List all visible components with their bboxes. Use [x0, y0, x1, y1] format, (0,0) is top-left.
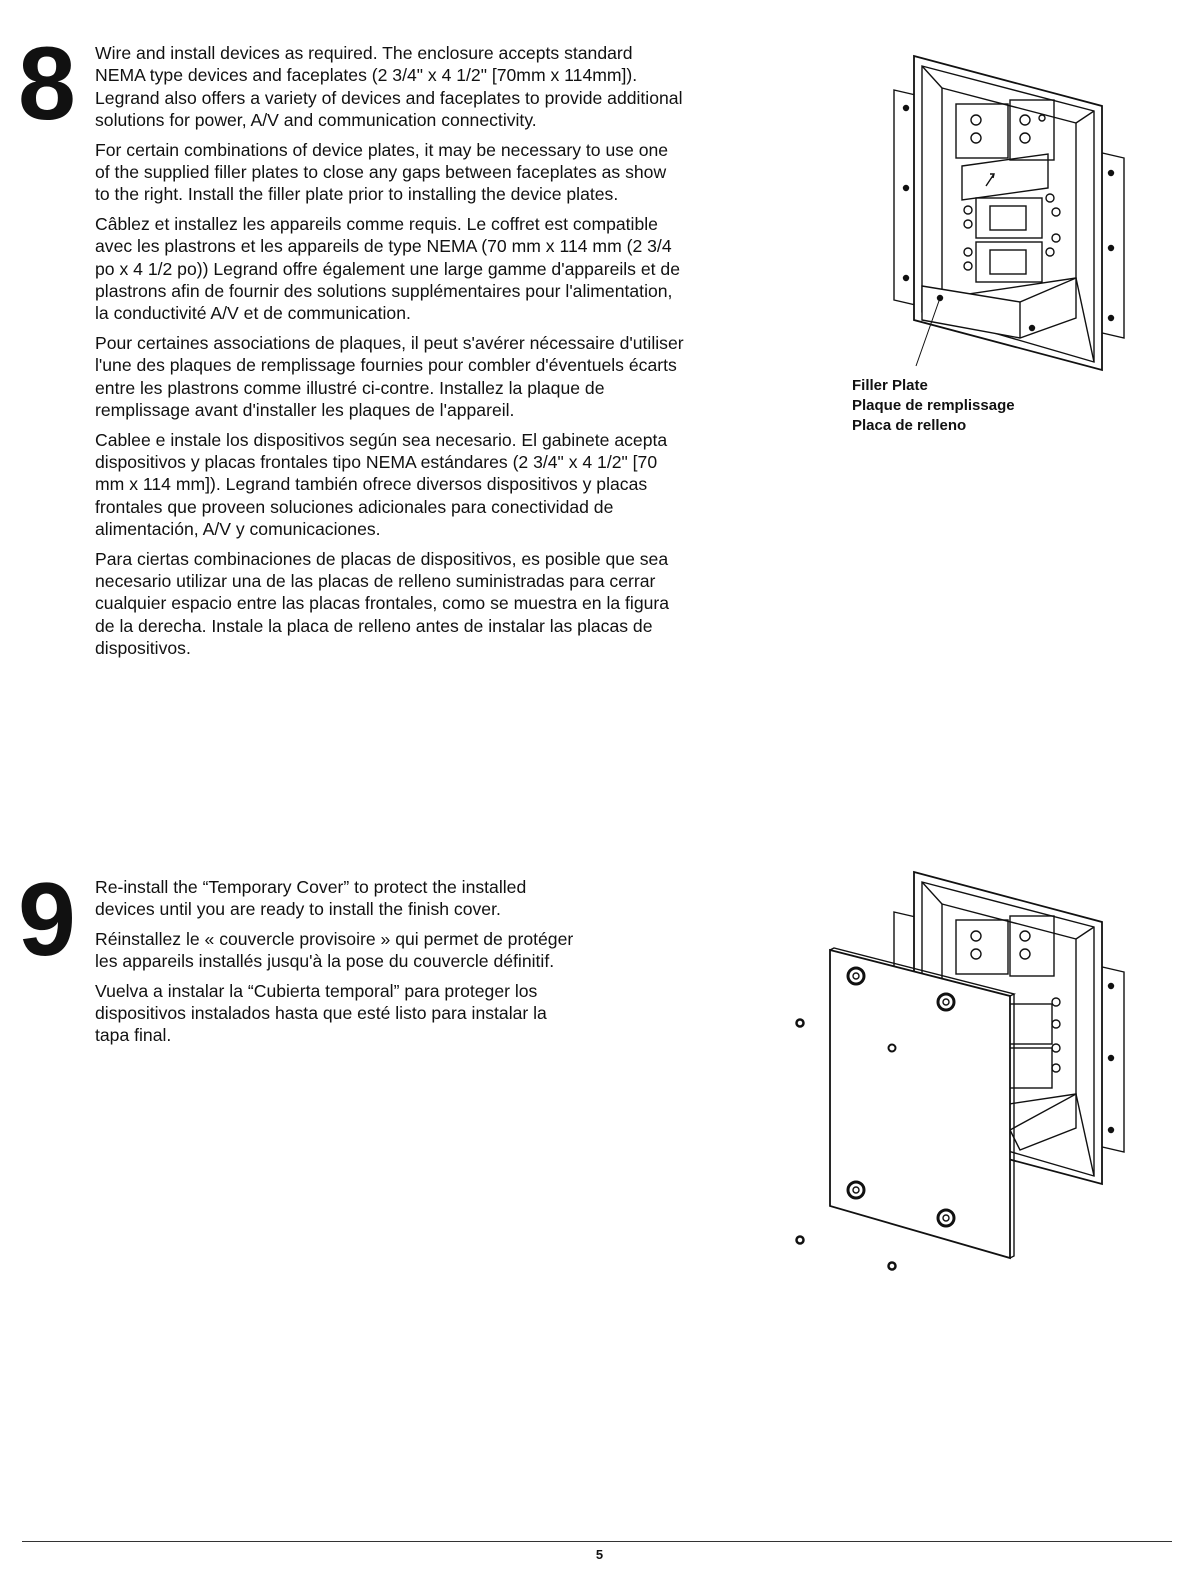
step-9-paragraph-en: Re-install the “Temporary Cover” to protect the installed devices until you are ready to install the finish cover. — [95, 877, 527, 920]
step-8-text — [95, 42, 685, 667]
step-8-paragraph-es-2: Para ciertas combinaciones de placas de dispositivos, es posible que sea necesario utilizar una de las placas de relleno suministradas para cerrar cualquier espacio entre las placas frontales, como se muestra en la figura de la derecha. Instale la placa de relleno antes de instalar las placas de dispositivos. — [95, 548, 670, 659]
step-8-paragraph-en-2: For certain combinations of device plates, it may be necessary to use one of the supplied filler plates to close any gaps between faceplates as show to the right. Install the filler plate prior to installing the device plates. — [95, 139, 669, 205]
step-9-paragraph-fr: Réinstallez le « couvercle provisoire » qui permet de protéger les appareils installés jusqu'à la pose du couvercle définitif. — [95, 928, 574, 972]
caption-es: Placa de relleno — [852, 417, 967, 434]
enclosure-filler-plate-illustration — [880, 48, 1130, 378]
step-8-number: 8 — [18, 26, 74, 142]
page-number: 5 — [595, 1547, 604, 1562]
step-8-paragraph-en-1: Wire and install devices as required. The enclosure accepts standard NEMA type devices and faceplates (2 3/4" x 4 1/2" [70mm x 114mm]). Legrand also offers a variety of devices and faceplates to provide additional solutions for power, A/V and communication connectivity. — [95, 43, 683, 131]
temporary-cover-illustration — [790, 868, 1130, 1278]
step-8-paragraph-fr-2: Pour certaines associations de plaques, il peut s'avérer nécessaire d'utiliser l'une des plaques de remplissage fournies pour combler d'éventuels écarts entre les plastrons comme illustré ci-contre. Installez la plaque de remplissage avant d'installer les plaques de l'appareil. — [95, 332, 684, 421]
caption-fr: Plaque de remplissage — [852, 397, 1015, 414]
filler-plate-caption — [852, 376, 1015, 436]
caption-en: Filler Plate — [852, 377, 928, 394]
footer-divider — [22, 1541, 1172, 1542]
step-9-paragraph-es: Vuelva a instalar la “Cubierta temporal” para proteger los dispositivos instalados hasta que esté listo para instalar la tapa final. — [95, 980, 547, 1046]
step-9-number: 9 — [18, 862, 74, 978]
step-8-paragraph-es-1: Cablee e instale los dispositivos según sea necesario. El gabinete acepta dispositivos y placas frontales tipo NEMA estándares (2 3/4" x 4 1/2" [70 mm x 114 mm]). Legrand también ofrece diversos dispositivos y placas frontales que proveen soluciones adicionales para conectividad de alimentación, A/V y comunicaciones. — [95, 429, 668, 540]
step-8-paragraph-fr-1: Câblez et installez les appareils comme requis. Le coffret est compatible avec les plastrons et les appareils de type NEMA (70 mm x 114 mm (2 3/4 po x 4 1/2 po)) Legrand offre également une large gamme d'appareils et de plastrons afin de fournir des solutions supplémentaires pour l'alimentation, la conductivité A/V et de communication. — [95, 213, 680, 324]
step-9-text — [95, 876, 580, 1054]
